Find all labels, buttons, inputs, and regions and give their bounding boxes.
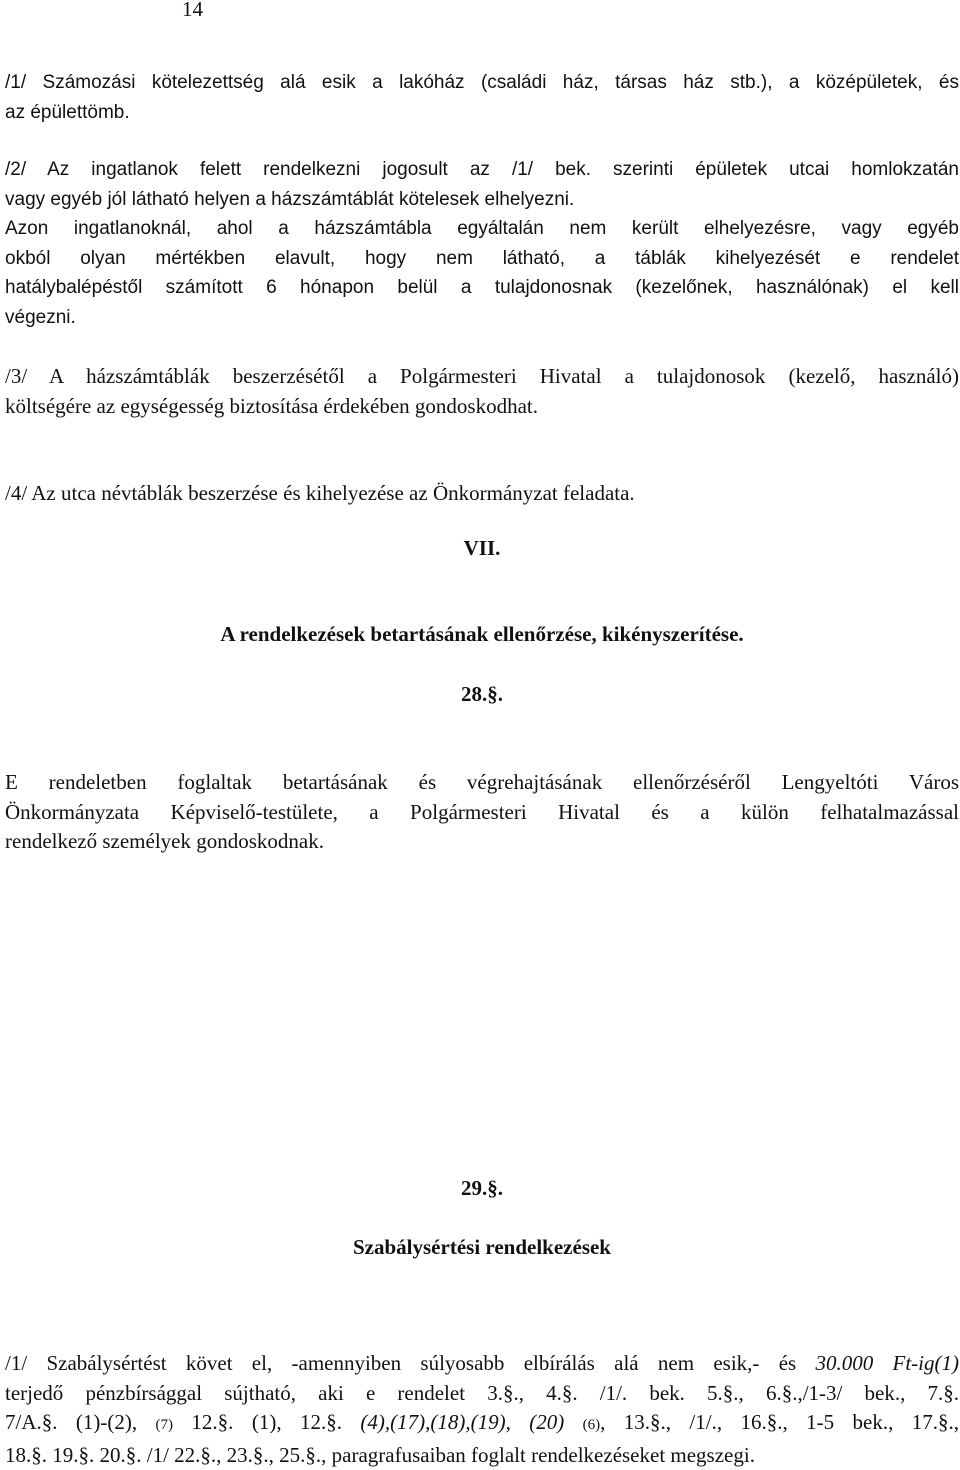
text-run: 12.§. (1), 12.§. xyxy=(173,1410,360,1434)
text-line: költségére az egységesség biztosítása érdekében gondoskodhat. xyxy=(5,392,959,422)
text-line: /3/ A házszámtáblák beszerzésétől a Polgármesteri Hivatal a tulajdonosok (kezelő, használó) xyxy=(5,362,959,392)
text-line: /2/ Az ingatlanok felett rendelkezni jogosult az /1/ bek. szerinti épületek utcai homlokzatán xyxy=(5,155,959,185)
section-28-heading: 28.§. xyxy=(0,682,960,707)
page-number: 14 xyxy=(182,0,203,22)
text-line: okból olyan mértékben elavult, hogy nem látható, a táblák kihelyezését e rendelet xyxy=(5,244,959,274)
text-line: /1/ Számozási kötelezettség alá esik a lakóház (családi ház, társas ház stb.), a középületek, és xyxy=(5,68,959,98)
paragraph-offences xyxy=(5,1349,959,1470)
text-run: , 13.§., /1/., 16.§., 1-5 bek., 17.§., xyxy=(600,1410,959,1434)
paragraph-street-signs xyxy=(5,479,959,509)
chapter-title: A rendelkezések betartásának ellenőrzése, kikényszerítése. xyxy=(0,622,960,647)
text-line: E rendeletben foglaltak betartásának és végrehajtásának ellenőrzéséről Lengyeltóti Város xyxy=(5,768,959,798)
paragraph-enforcement xyxy=(5,768,959,857)
text-line: az épülettömb. xyxy=(5,98,959,128)
paragraph-procurement xyxy=(5,362,959,421)
text-run-italic: (4),(17),(18),(19), (20) xyxy=(360,1410,564,1434)
section-29-heading: 29.§. xyxy=(0,1176,960,1201)
text-run xyxy=(564,1410,582,1434)
paragraph-outdated-signs xyxy=(5,214,959,332)
fine-amount: 30.000 Ft-ig(1) xyxy=(815,1351,959,1375)
section-29-title: Szabálysértési rendelkezések xyxy=(0,1235,960,1260)
paragraph-numbering-obligation xyxy=(5,68,959,127)
text-line: Azon ingatlanoknál, ahol a házszámtábla egyáltalán nem került elhelyezésre, vagy egyéb xyxy=(5,214,959,244)
text-line: 18.§. 19.§. 20.§. /1/ 22.§., 23.§., 25.§., paragrafusaiban foglalt rendelkezéseket megszegi. xyxy=(5,1441,959,1470)
footnote-ref: (7) xyxy=(156,1417,174,1433)
text-line: rendelkező személyek gondoskodnak. xyxy=(5,827,959,857)
text-run: /1/ Szabálysértést követ el, -amennyiben súlyosabb elbírálás alá nem esik,- és xyxy=(5,1351,815,1375)
text-line: Önkormányzata Képviselő-testülete, a Polgármesteri Hivatal és a külön felhatalmazással xyxy=(5,798,959,828)
footnote-ref: (6) xyxy=(583,1417,601,1433)
text-line: végezni. xyxy=(5,303,959,333)
text-line xyxy=(5,1349,959,1379)
text-line xyxy=(5,1408,959,1441)
text-line: hatálybalépéstől számított 6 hónapon belül a tulajdonosnak (kezelőnek, használónak) el kell xyxy=(5,273,959,303)
text-line: vagy egyéb jól látható helyen a házszámtáblát kötelesek elhelyezni. xyxy=(5,185,959,215)
paragraph-owner-obligation xyxy=(5,155,959,214)
text-line: /4/ Az utca névtáblák beszerzése és kihelyezése az Önkormányzat feladata. xyxy=(5,479,959,509)
text-line: terjedő pénzbírsággal sújtható, aki e rendelet 3.§., 4.§. /1/. bek. 5.§., 6.§.,/1-3/ bek., 7.§. xyxy=(5,1379,959,1409)
chapter-number: VII. xyxy=(0,536,960,561)
text-run: 7/A.§. (1)-(2), xyxy=(5,1410,156,1434)
